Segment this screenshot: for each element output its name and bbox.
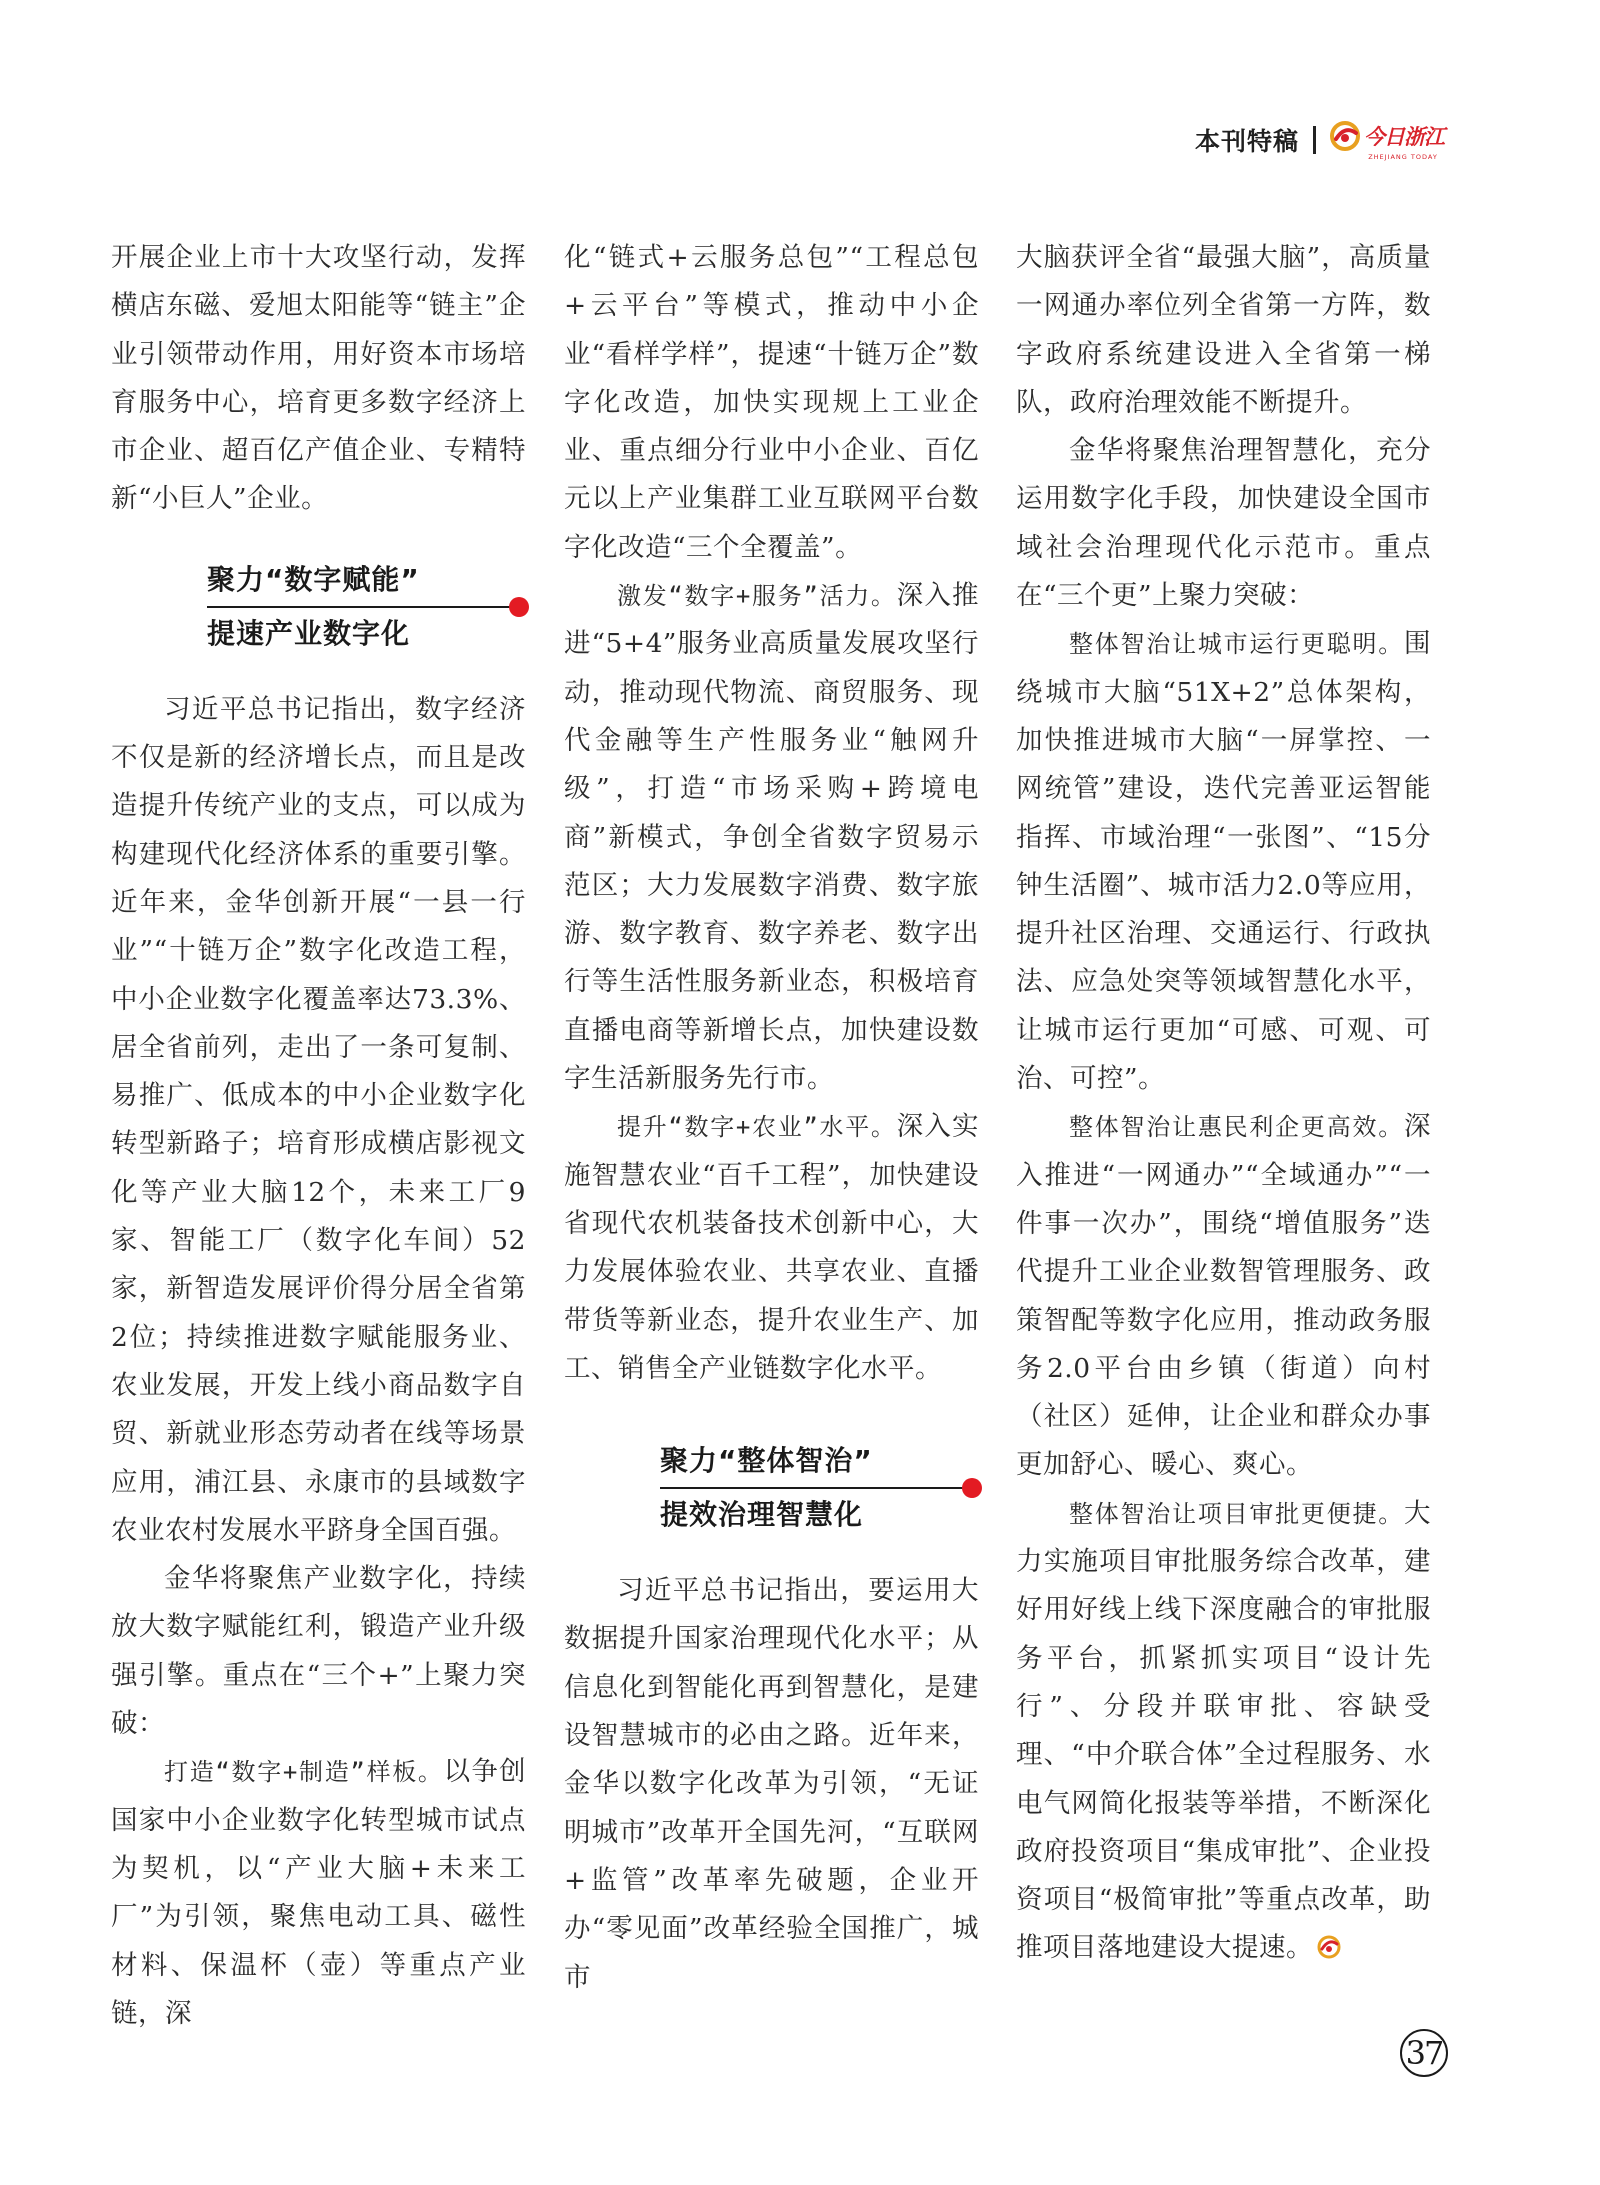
section-heading-holistic-governance [564, 1435, 979, 1541]
paragraph-lead: 整体智治让项目审批更便捷。 [1069, 1499, 1404, 1528]
paragraph: 大脑获评全省“最强大脑”，高质量一网通办率位列全省第一方阵，数字政府系统建设进入全省第一梯队，政府治理效能不断提升。 [1016, 242, 1431, 418]
paragraph: 开展企业上市十大攻坚行动，发挥横店东磁、爱旭太阳能等“链主”企业引领带动作用，用好资本市场培育服务中心，培育更多数字经济上市企业、超百亿产值企业、专精特新“小巨人”企业。 [111, 242, 526, 515]
heading-rule [207, 606, 523, 608]
header-divider [1313, 126, 1316, 154]
heading-line-1: 聚力“整体智治” [660, 1444, 873, 1478]
column-middle [564, 234, 979, 2002]
paragraph-lead: 激发“数字+服务”活力。 [617, 582, 897, 611]
paragraph-lead: 整体智治让惠民利企更高效。 [1069, 1113, 1404, 1142]
paragraph [1016, 620, 1431, 1103]
paragraph: 金华将聚焦产业数字化，持续放大数字赋能红利，锻造产业升级强引擎。重点在“三个+”上聚力突破： [111, 1563, 526, 1740]
paragraph: 习近平总书记指出，数字经济不仅是新的经济增长点，而且是改造提升传统产业的支点，可以成为构建现代化经济体系的重要引擎。近年来，金华创新开展“一县一行业”“十链万企”数字化改造工程，中小企业数字化覆盖率达73.3%、居全省前列，走出了一条可复制、易推广、低成本的中小企业数字化转型新路子；培育形成横店影视文化等产业大脑12个，未来工厂9家、智能工厂（数字化车间）52家，新智造发展评价得分居全省第2位；持续推进数字赋能服务业、农业发展，开发上线小商品数字自贸、新就业形态劳动者在线等场景应用，浦江县、永康市的县域数字农业农村发展水平跻身全国百强。 [111, 693, 526, 1546]
paragraph: 金华将聚焦治理智慧化，充分运用数字化手段，加快建设全国市域社会治理现代化示范市。重点在“三个更”上聚力突破： [1016, 435, 1431, 612]
page-header [1195, 118, 1444, 162]
heading-dot [509, 597, 529, 617]
paragraph [111, 1748, 526, 2038]
paragraph [1016, 1490, 1431, 1973]
paragraph: 习近平总书记指出，要运用大数据提升国家治理现代化水平；从信息化到智能化再到智慧化，是建设智慧城市的必由之路。近年来，金华以数字化改革为引领，“无证明城市”改革开全国先河，“互联网+监管”改革率先破题，企业开办“零见面”改革经验全国推广，城市 [564, 1575, 979, 1993]
section-heading-digital-empowerment [111, 554, 526, 660]
paragraph-body: 围绕城市大脑“51X+2”总体架构，加快推进城市大脑“一屏掌控、一网统管”建设，迭代完善亚运智能指挥、市域治理“一张图”、“15分钟生活圈”、城市活力2.0等应用，提升社区治理、交通运行、行政执法、应急处突等领域智慧化水平，让城市运行更加“可感、可观、可治、可控”。 [1016, 628, 1431, 1095]
paragraph-body: 深入推进“5+4”服务业高质量发展攻坚行动，推动现代物流、商贸服务、现代金融等生产性服务业“触网升级”，打造“市场采购+跨境电商”新模式，争创全省数字贸易示范区；大力发展数字消费、数字旅游、数字教育、数字养老、数字出行等生活性服务新业态，积极培育直播电商等新增长点，加快建设数字生活新服务先行市。 [564, 580, 980, 1095]
magazine-logo [1328, 119, 1444, 161]
paragraph-body: 深入推进“一网通办”“全域通办”“一件事一次办”，围绕“增值服务”迭代提升工业企业数智管理服务、政策智配等数字化应用，推动政务服务2.0平台由乡镇（街道）向村（社区）延伸，让企业和群众办事更加舒心、暖心、爽心。 [1016, 1111, 1431, 1481]
heading-dot [962, 1478, 982, 1498]
paragraph-body: 以争创国家中小企业数字化转型城市试点为契机，以“产业大脑+未来工厂”为引领，聚焦电动工具、磁性材料、保温杯（壶）等重点产业链，深 [111, 1756, 527, 2029]
paragraph [564, 572, 979, 1103]
logo-subtitle: ZHEJIANG TODAY [1368, 153, 1438, 162]
paragraph: 化“链式+云服务总包”“工程总包+云平台”等模式，推动中小企业“看样学样”，提速“十链万企”数字化改造，加快实现规上工业企业、重点细分行业中小企业、百亿元以上产业集群工业互联网平台数字化改造“三个全覆盖”。 [564, 242, 979, 563]
heading-rule [660, 1487, 976, 1489]
heading-line-1: 聚力“数字赋能” [207, 562, 420, 596]
paragraph [564, 1103, 979, 1393]
paragraph-lead: 提升“数字+农业”水平。 [617, 1113, 897, 1142]
column-right [1016, 234, 1431, 1973]
paragraph [1016, 1103, 1431, 1489]
heading-line-2: 提效治理智慧化 [660, 1498, 864, 1532]
section-name: 本刊特稿 [1194, 127, 1299, 156]
paragraph-body: 深入实施智慧农业“百千工程”，加快建设省现代农机装备技术创新中心，大力发展体验农业、共享农业、直播带货等新业态，提升农业生产、加工、销售全产业链数字化水平。 [564, 1111, 980, 1384]
column-left [111, 234, 526, 2038]
paragraph-body: 大力实施项目审批服务综合改革，建好用好线上线下深度融合的审批服务平台，抓紧抓实项目“设计先行”、分段并联审批、容缺受理、“中介联合体”全过程服务、水电气网简化报装等举措，不断深化政府投资项目“集成审批”、企业投资项目“极简审批”等重点改革，助推项目落地建设大提速。 [1016, 1497, 1431, 1964]
paragraph-lead: 整体智治让城市运行更聪明。 [1069, 630, 1404, 659]
logo-mark-icon [1328, 119, 1362, 153]
logo-text: 今日浙江 [1364, 123, 1444, 149]
heading-line-2: 提速产业数字化 [207, 616, 411, 650]
paragraph-lead: 打造“数字+制造”样板。 [164, 1758, 444, 1787]
page-number: 37 [1400, 2029, 1448, 2077]
end-mark-icon [1315, 1934, 1343, 1960]
